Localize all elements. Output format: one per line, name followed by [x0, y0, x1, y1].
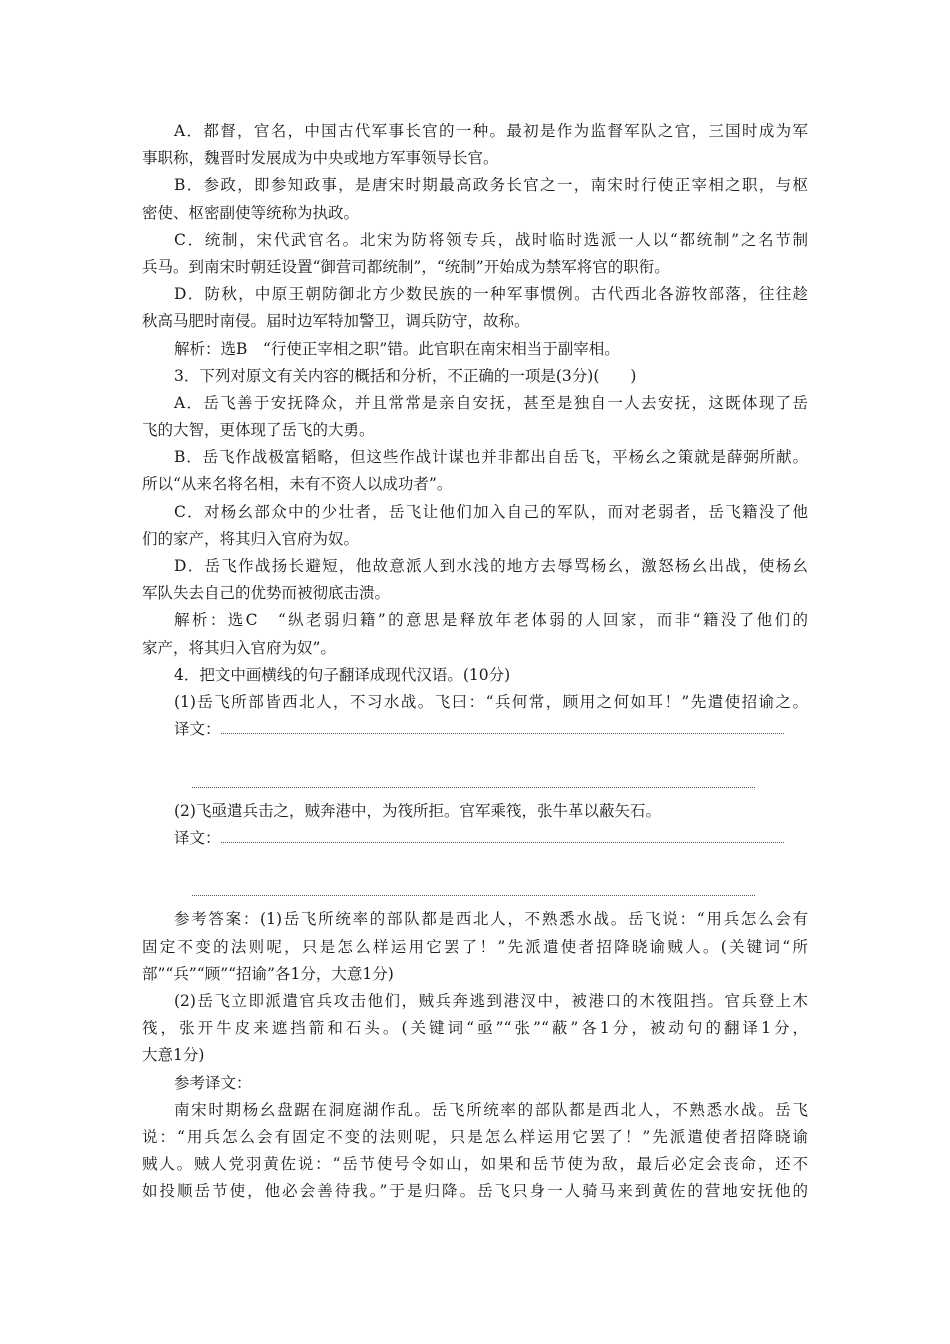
line-text: 所以“从来名将名相，未有不资人以成功者”。: [142, 475, 453, 494]
line-text: C．统制，宋代武官名。北宋为防将领专兵，战时临时选派一人以“都统制”之名节制: [174, 230, 808, 249]
dotted-line: [192, 895, 755, 896]
text-line: [142, 227, 808, 254]
text-line: [142, 308, 808, 335]
line-text: (2)飞亟遣兵击之，贼奔港中，为筏所拒。官军乘筏，张牛革以蔽矢石。: [174, 801, 661, 820]
line-text: 如投顺岳节使，他必会善待我。”于是归降。岳飞只身一人骑马来到黄佐的营地安抚他的: [142, 1182, 808, 1201]
line-text: 筏，张开牛皮来遮挡箭和石头。(关键词“亟”“张”“蔽”各1分，被动句的翻译1分，: [142, 1019, 808, 1038]
text-line: [142, 553, 808, 580]
text-line: [142, 1124, 808, 1151]
text-line: [142, 444, 808, 471]
answer-fill-line: [142, 879, 808, 906]
text-line: [142, 281, 808, 308]
text-line: [142, 1097, 808, 1124]
text-line: [142, 580, 808, 607]
document-page: [142, 118, 808, 1206]
line-text: 译文：: [174, 828, 221, 847]
line-text: D．岳飞作战扬长避短，他故意派人到水浅的地方去辱骂杨幺，激怒杨幺出战，使杨幺: [174, 557, 808, 575]
text-line: [142, 1070, 808, 1097]
line-text: 译文：: [174, 720, 221, 739]
line-text: 贼人。贼人党羽黄佐说：“岳节使号令如山，如果和岳节使为敌，最后必定会丧命，还不: [142, 1155, 808, 1174]
text-line: [142, 417, 808, 444]
line-text: C．对杨幺部众中的少壮者，岳飞让他们加入自己的军队，而对老弱者，岳飞籍没了他: [174, 502, 808, 521]
line-text: 3．下列对原文有关内容的概括和分析，不正确的一项是(3分)( ): [174, 366, 637, 385]
line-text: 事职称，魏晋时发展成为中央或地方军事领导长官。: [142, 149, 499, 168]
text-line: [142, 988, 808, 1015]
answer-fill-line: [142, 771, 808, 798]
text-line: [142, 1151, 808, 1178]
line-text: 们的家产，将其归入官府为奴。: [142, 529, 360, 548]
text-line: [142, 1178, 808, 1205]
text-line: [142, 526, 808, 553]
text-line: [142, 363, 808, 390]
translation-fill-line[interactable]: [221, 719, 784, 734]
text-line: [142, 390, 808, 417]
text-line: [142, 607, 808, 634]
line-text: 4．把文中画横线的句子翻译成现代汉语。(10分): [174, 665, 511, 684]
line-text: 解析：选C “纵老弱归籍”的意思是释放年老体弱的人回家，而非“籍没了他们的: [174, 611, 808, 630]
text-line: [142, 635, 808, 662]
text-line: [142, 934, 808, 961]
line-text: B．参政，即参知政事，是唐宋时期最高政务长官之一，南宋时行使正宰相之职，与枢: [174, 176, 808, 195]
text-line: [142, 499, 808, 526]
line-text: 部”“兵”“顾”“招谕”各1分，大意1分): [142, 964, 394, 983]
line-text: A．都督，官名，中国古代军事长官的一种。最初是作为监督军队之官，三国时成为军: [174, 122, 808, 140]
line-text: 大意1分): [142, 1046, 205, 1065]
line-text: 秋高马肥时南侵。届时边军特加警卫，调兵防守，故称。: [142, 312, 530, 331]
answer-blank-space: [142, 743, 808, 770]
text-line: [142, 1015, 808, 1042]
line-text: 说：“用兵怎么会有固定不变的法则呢，只是怎么样运用它罢了！”先派遣使者招降晓谕: [142, 1127, 808, 1146]
text-line: [142, 906, 808, 933]
text-line: [142, 689, 808, 716]
line-text: 南宋时期杨幺盘踞在洞庭湖作乱。岳飞所统率的部队都是西北人，不熟悉水战。岳飞: [174, 1100, 808, 1119]
text-line: [142, 961, 808, 988]
text-line: [142, 1042, 808, 1069]
text-line: [142, 254, 808, 281]
text-line: [142, 662, 808, 689]
text-line: [142, 145, 808, 172]
line-text: 参考译文：: [174, 1073, 252, 1092]
line-text: 解析：选B “行使正宰相之职”错。此官职在南宋相当于副宰相。: [174, 339, 620, 358]
line-text: 参考答案：(1)岳飞所统率的部队都是西北人，不熟悉水战。岳飞说：“用兵怎么会有: [174, 910, 808, 929]
translation-fill-line[interactable]: [221, 828, 784, 843]
line-text: 密使、枢密副使等统称为执政。: [142, 203, 360, 222]
text-line: [142, 172, 808, 199]
line-text: (1)岳飞所部皆西北人，不习水战。飞曰：“兵何常，顾用之何如耳！”先遣使招谕之。: [174, 692, 808, 711]
dotted-line: [192, 787, 755, 788]
line-text: 飞的大智，更体现了岳飞的大勇。: [142, 421, 375, 440]
line-text: B．岳飞作战极富韬略，但这些作战计谋也并非都出自岳飞，平杨幺之策就是薛弼所献。: [174, 448, 808, 467]
text-line: [142, 336, 808, 363]
line-text: 家产，将其归入官府为奴”。: [142, 638, 336, 657]
line-text: 军队失去自己的优势而被彻底击溃。: [142, 584, 391, 603]
line-text: 兵马。到南宋时朝廷设置“御营司都统制”，“统制”开始成为禁军将官的职衔。: [142, 257, 670, 276]
line-text: 固定不变的法则呢，只是怎么样运用它罢了！”先派遣使者招降晓谕贼人。(关键词“所: [142, 937, 808, 956]
line-text: D．防秋，中原王朝防御北方少数民族的一种军事惯例。古代西北各游牧部落，往往趁: [174, 285, 808, 304]
translation-label-line: [142, 825, 808, 852]
text-line: [142, 118, 808, 145]
line-text: (2)岳飞立即派遣官兵攻击他们，贼兵奔逃到港汊中，被港口的木筏阻挡。官兵登上木: [174, 992, 808, 1010]
line-text: A．岳飞善于安抚降众，并且常常是亲自安抚，甚至是独自一人去安抚，这既体现了岳: [174, 393, 808, 412]
text-line: [142, 471, 808, 498]
text-line: [142, 200, 808, 227]
text-line: [142, 798, 808, 825]
answer-blank-space: [142, 852, 808, 879]
translation-label-line: [142, 716, 808, 743]
